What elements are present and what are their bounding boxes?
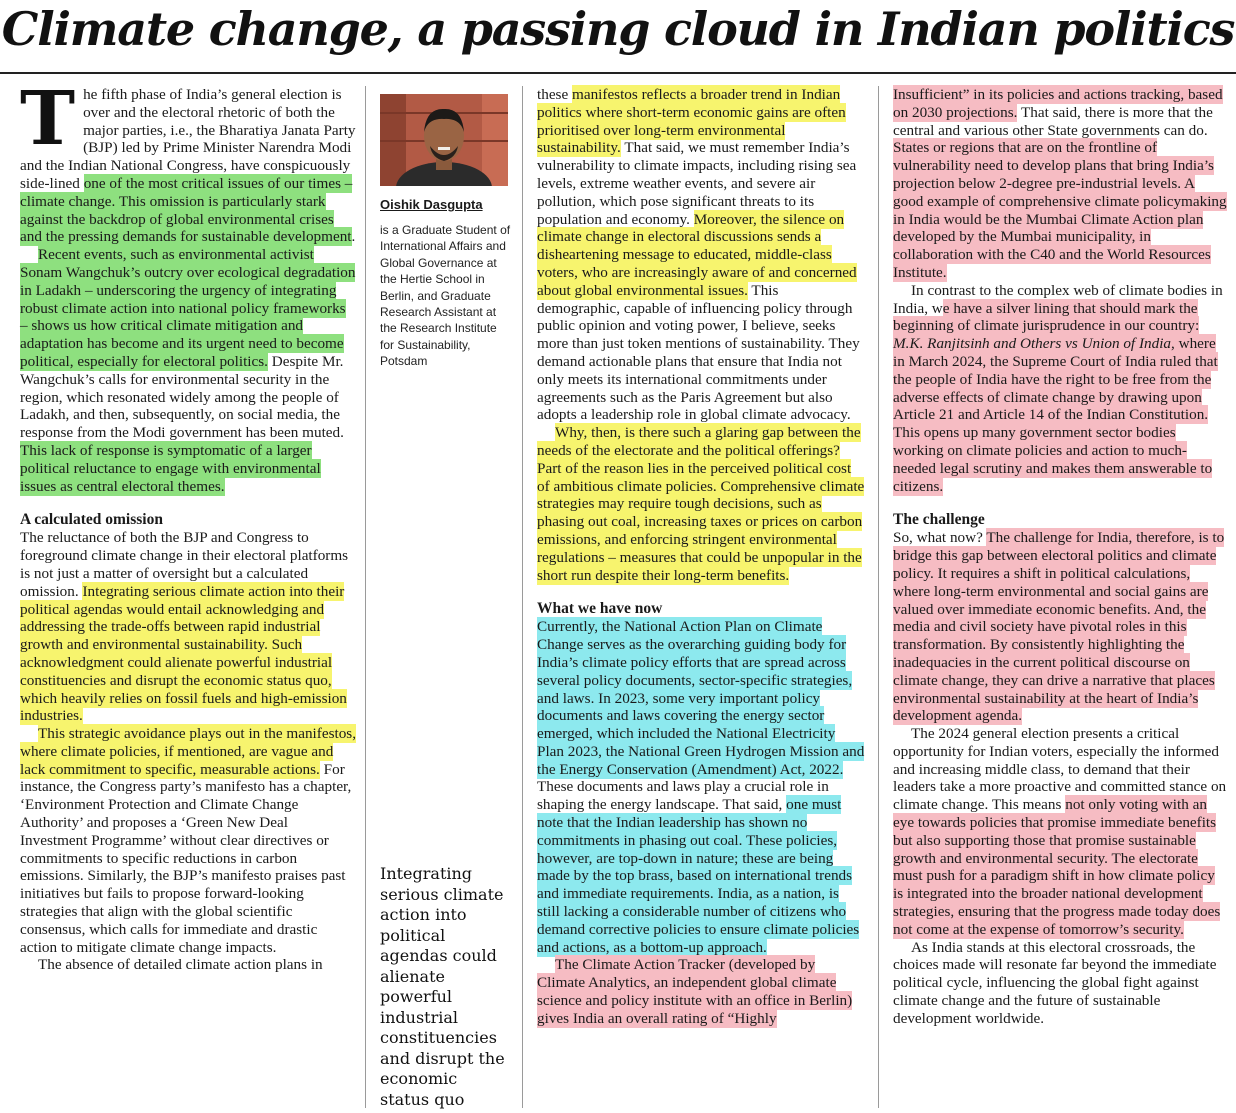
highlight: manifestos reflects a broader trend in Indian politics where short-term economic gains are often prioritised over long-term environmental sustainability. xyxy=(537,86,846,157)
author-photo-image xyxy=(380,94,508,186)
highlight: Integrating serious climate action into their political agendas would entail acknowledging and addressing the trade-offs between rapid industrial growth and environmental sustainability. Such acknowledgment could alienate powerful industrial constituencies and disrupt the economic status quo, which heavily relies on fossil fuels and high-emission industries. xyxy=(20,582,347,725)
author-photo xyxy=(380,94,508,186)
headline-rule xyxy=(0,72,1236,74)
paragraph: these manifestos reflects a broader trend in Indian politics where short-term economic gains are often prioritised over long-term environmental sustainability. That said, we must remember India’s vulnerability to climate impacts, including rising sea levels, extreme weather events, and severe air pollution, which pose significant threats to its population and economy. Moreover, the silence on climate change in electoral discussions sends a disheartening message to educated, middle-class voters, who are increasingly aware of and concerned about global environmental issues. This demographic, capable of influencing policy through public opinion and voting power, I believe, seeks more than just token mentions of sustainability. They demand actionable plans that ensure that India not only meets its international commitments under agreements such as the Paris Agreement but also adopts a leadership role in global climate advocacy. xyxy=(537,86,860,424)
highlight: one must note that the Indian leadership has shown no commitments in phasing out coal. These policies, however, are top-down in nature; these are being made by the top brass, based on international trends and immediate requirements. India, as a nation, is still lacking a considerable number of citizens who demand corrective policies to ensure climate policies and actions, as a bottom-up approach. xyxy=(537,796,860,956)
paragraph: Recent events, such as environmental activist Sonam Wangchuk’s outcry over ecological degradation in Ladakh – underscoring the urgency of integrating robust climate action into national policy frameworks – shows us how critical climate mitigation and adaptation has become and its urgent need to become political, especially for electoral politics. Despite Mr. Wangchuk’s calls for environmental security in the region, which resonated widely among the people of Ladakh, and then, subsequently, on social media, the response from the Modi government has been muted. This lack of response is symptomatic of a larger political reluctance to engage with environmental issues as central electoral themes. xyxy=(20,246,356,495)
column-divider xyxy=(365,86,366,1108)
highlight: This strategic avoidance plays out in the manifestos, where climate policies, if mentioned, are vague and lack commitment to specific, measurable actions. xyxy=(20,725,357,778)
article-column-4 xyxy=(893,86,1227,1028)
paragraph: The 2024 general election presents a critical opportunity for Indian voters, especially the informed and increasing middle class, to demand that their leaders take a more proactive and committed stance on climate change. This means not only voting with an eye towards policies that promise immediate benefits but also supporting those that promise sustainable growth and environmental security. The electorate must push for a paradigm shift in how climate policy is integrated into the broader national development strategies, ensuring that the progress made today does not come at the expense of tomorrow’s security. xyxy=(893,725,1227,938)
highlight: , where in March 2024, the Supreme Court of India ruled that the people of India have the right to be free from the adverse effects of climate change by drawing upon Article 21 and Article 14 of the Indian Constitution. This opens up many government sector bodies working on climate policies and action to much-needed legal scrutiny and makes them answerable to citizens. xyxy=(893,335,1218,495)
subheading: What we have now xyxy=(537,600,663,618)
column-divider xyxy=(522,86,523,1108)
paragraph xyxy=(537,424,865,584)
paragraph: This strategic avoidance plays out in the manifestos, where climate policies, if mentioned, are vague and lack commitment to specific, measurable actions. For instance, the Congress party’s manifesto has a chapter, ‘Environment Protection and Climate Change Authority’ and proposes a ‘Green New Deal Investment Programme’ without clear directives or commitments to specific reductions in carbon emissions. Similarly, the BJP’s manifesto praises past initiatives but fails to propose forward-looking strategies that align with the global scientific consensus, which calls for immediate and drastic action to mitigate climate change impacts. xyxy=(20,725,357,956)
highlight: This lack of response is symptomatic of a larger political reluctance to engage with environmental issues as central electoral themes. xyxy=(20,441,321,495)
author-name: Oishik Dasgupta xyxy=(380,197,483,212)
paragraph: The reluctance of both the BJP and Congress to foreground climate change in their electoral platforms is not just a matter of oversight but a calculated omission. Integrating serious climate action into their political agendas would entail acknowledging and addressing the trade-offs between rapid industrial growth and environmental sustainability. Such acknowledgment could alienate powerful industrial constituencies and disrupt the economic status quo, which heavily relies on fossil fuels and high-emission industries. xyxy=(20,529,349,725)
highlight: Insufficient” in its policies and actions tracking, based on 2030 projections. xyxy=(893,86,1223,121)
subheading: The challenge xyxy=(893,511,985,529)
highlight: Moreover, the silence on climate change in electoral discussions sends a disheartening message to educated, middle-class voters, who are increasingly aware of and concerned about global environmental issues. xyxy=(537,210,857,299)
paragraph xyxy=(537,956,865,1027)
paragraph: Insufficient” in its policies and actions tracking, based on 2030 projections. That said, there is more that the central and various other State governments can do. States or regions that are on the frontline of vulnerability need to develop plans that bring India’s projection below 2-degree pre-industrial levels. A good example of comprehensive climate policymaking in India would be the Mumbai Climate Action plan developed by the Mumbai municipality, in collaboration with the C40 and the World Resources Institute. xyxy=(893,86,1227,281)
highlight: not only voting with an eye towards policies that promise immediate benefits but also supporting those that promise sustainable growth and environmental security. The electorate must push for a paradigm shift in how climate policy is integrated into the broader national development strategies, ensuring that the progress made today does not come at the expense of tomorrow’s security. xyxy=(893,796,1221,938)
highlight: Recent events, such as environmental activist Sonam Wangchuk’s outcry over ecological degradation in Ladakh – underscoring the urgency of integrating robust climate action into national policy frameworks – shows us how critical climate mitigation and adaptation has become and its urgent need to become political, especially for electoral politics. xyxy=(20,246,356,370)
author-bio: is a Graduate Student of International Affairs and Global Governance at the Hertie School in Berlin, and Graduate Research Assistant at the Research Institute for Sustainability, Potsdam xyxy=(380,223,511,369)
paragraph: So, what now? The challenge for India, therefore, is to bridge this gap between electoral politics and climate policy. It requires a shift in political calculations, where long-term environmental and social gains are valued over immediate economic benefits. And, the media and civil society have pivotal roles in this transformation. By consistently highlighting the inadequacies in the current political discourse on climate change, they can drive a narrative that places environmental sustainability at the heart of India’s development agenda. xyxy=(893,529,1225,725)
paragraph: As India stands at this electoral crossroads, the choices made will resonate far beyond the immediate political cycle, influencing the global fight against climate change and the future of sustainable development worldwide. xyxy=(893,938,1217,1027)
highlight: Why, then, is there such a glaring gap between the needs of the electorate and the political offerings? Part of the reason lies in the perceived political cost of ambitious climate policies. Comprehensive climate strategies may require tough decisions, such as phasing out coal, increasing taxes or prices on carbon emissions, and enforcing stringent environmental regulations – measures that could be unpopular in the short run despite their long-term benefits. xyxy=(537,424,865,584)
highlight xyxy=(893,334,1171,353)
subheading: A calculated omission xyxy=(20,511,163,529)
article-column-3 xyxy=(537,86,865,1028)
headline: Climate change, a passing cloud in Indian politics xyxy=(1,2,1235,56)
case-name: M.K. Ranjitsinh and Others vs Union of India xyxy=(893,335,1172,353)
paragraph: Currently, the National Action Plan on Climate Change serves as the overarching guiding body for India’s climate policy efforts that are spread across several policy documents, sector-specific strategies, and laws. In 2023, some very important policy documents and laws covering the energy sector emerged, which included the National Electricity Plan 2023, the National Green Hydrogen Mission and the Energy Conservation (Amendment) Act, 2022. These documents and laws play a crucial role in shaping the energy landscape. That said, one must note that the Indian leadership has shown no commitments in phasing out coal. These policies, however, are top-down in nature; these are being made by the top brass, based on international trends and immediate requirements. India, as a nation, is still lacking a considerable number of citizens who demand corrective policies to ensure climate policies and actions, as a bottom-up approach. xyxy=(537,618,865,956)
paragraph: In contrast to the complex web of climate bodies in India, we have a silver lining that should mark the beginning of climate jurisprudence in our country: M.K. Ranjitsinh and Others vs Union of India, where in March 2024, the Supreme Court of India ruled that the people of India have the right to be free from the adverse effects of climate change by drawing upon Article 21 and Article 14 of the Indian Constitution. This opens up many government sector bodies working on climate policies and action to much-needed legal scrutiny and makes them answerable to citizens. xyxy=(893,281,1223,495)
highlight: one of the most critical issues of our times – climate change. This omission is particularly stark against the backdrop of global environmental crises and the pressing demands for sustainable development xyxy=(20,174,353,246)
highlight: The challenge for India, therefore, is to bridge this gap between electoral politics and climate policy. It requires a shift in political calculations, where long-term environmental and social gains are valued over immediate economic benefits. And, the media and civil society have pivotal roles in this transformation. By consistently highlighting the inadequacies in the current political discourse on climate change, they can drive a narrative that places environmental sustainability at the heart of India’s development agenda. xyxy=(893,529,1225,725)
highlight: States or regions that are on the frontline of vulnerability need to develop plans that bring India’s projection below 2-degree pre-industrial levels. A good example of comprehensive climate policymaking in India would be the Mumbai Climate Action plan developed by the Mumbai municipality, in collaboration with the C40 and the World Resources Institute. xyxy=(893,139,1227,281)
pull-quote: Integrating serious climate action into political agendas could alienate powerful industrial constituencies and disrupt the economic status quo xyxy=(380,864,505,1109)
paragraph: The fifth phase of India’s general election is over and the electoral rhetoric of both the major parties, i.e., the Bharatiya Janata Party (BJP) led by Prime Minister Narendra Modi and the Indian National Congress, have conspicuously side-lined one of the most critical issues of our times – climate change. This omission is particularly stark against the backdrop of global environmental crises and the pressing demands for sustainable development. xyxy=(20,76,356,246)
highlight: The Climate Action Tracker (developed by Climate Analytics, an independent global climate science and policy institute with an office in Berlin) gives India an overall rating of “Highly xyxy=(537,956,853,1027)
highlight: Currently, the National Action Plan on Climate Change serves as the overarching guiding body for India’s climate policy efforts that are spread across several policy documents, sector-specific strategies, and laws. In 2023, some very important policy documents and laws covering the energy sector emerged, which included the National Electricity Plan 2023, the National Green Hydrogen Mission and the Energy Conservation (Amendment) Act, 2022. xyxy=(537,618,865,778)
highlight: e have a silver lining that should mark the beginning of climate jurisprudence in our country: xyxy=(893,299,1200,335)
drop-cap: T xyxy=(20,76,76,162)
paragraph: The absence of detailed climate action plans in xyxy=(38,956,323,974)
column-divider xyxy=(878,86,879,1108)
article-column-1 xyxy=(20,76,357,974)
